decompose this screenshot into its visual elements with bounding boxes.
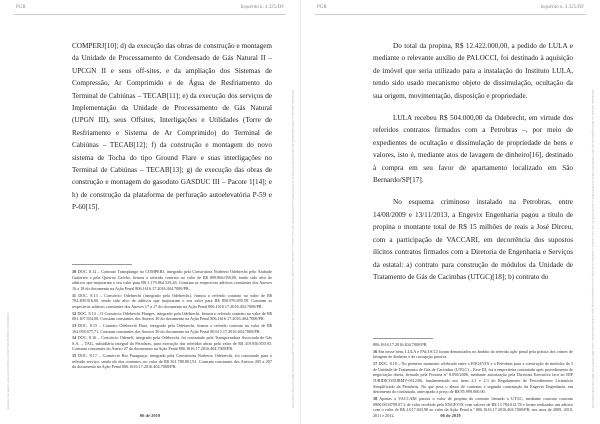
header-left: PGR [16, 5, 26, 10]
footnotes [373, 342, 573, 419]
footnote-label: 14 [72, 335, 77, 341]
footnote-label: 10 [72, 269, 77, 274]
footnote-text: 806.1616.17.2016.404.7000/PR. [373, 342, 428, 347]
footnote-text: DOC. 8.17 – Consórcio Rio Paraguaçu, integrado pela Construtora Norberto Odebrecht, foi contratado para o referido serviço, sendo ele dos contratos, no valor de R$ 361.789.801,91. Constam constantes dos Anexos 205 a 207 do documento na Ação Penal 806.1616.17.2016.404.7000/PR. [72, 353, 272, 370]
footnote [72, 311, 272, 322]
login-side-text [6, 200, 14, 410]
page-header [315, 4, 586, 15]
footnote-label: 11 [72, 292, 76, 298]
footnote [373, 361, 573, 395]
body-paragraph: No esquema criminoso instalado na Petrobras, entre 14/08/2009 e 13/11/2013, a Engevix Engenharia pagou a título de propina o montante total de R$ 15 milhões de reais a José Dirceu, com a participação de VACCARI, em decorrência dos supostos ilícitos contratos firmados com a Diretoria de Engenharia e Serviços da estatal: a) contrato para construção de módulos da Unidade de Tratamento de Gás de Cacimbas (UTGC)[18]; b) contrato do [373, 198, 573, 281]
footnote-label: 13 [72, 322, 77, 328]
footnote-text: DOC. 8.15 – Contrato Odebrecht Flare, integrado pela Odebrecht, firmou o referido contrato no valor de R$ 162.058.677,71. Constam constantes dos Anexos 30 do documento na Ação Penal 80.615.17.2016.404.7000/PR. [72, 322, 273, 334]
footnote [72, 323, 272, 334]
body-paragraph: Do total da propina, R$ 12.422.000,00, a pedido de LULA e mediante o relevante auxílio de PALOCCI, foi destinado à aquisição de imóvel que seria utilizado para a instalação do Instituto LULA, tendo sido usado mecanismo objeto de dissimulação, ocultação da sua origem, movimentação, disposição e propriedade. [373, 42, 573, 100]
footnote-label: 16 [373, 348, 378, 354]
signature-text: Documento assinado via Token digitalmente por PROCURADOR-GERAL DA REPÚBLICA, em 20/04/2019 11:42. Para verificar a assinatura acesse http://www.transparencia.mpf.mp.br/validacaodocumento. Chave 2B6C3D4E.F5A67B89.1C2D3E4F.5A6B7C8D [291, 90, 295, 408]
header-left: PGR [317, 5, 327, 10]
login-text: Assinado com login e senha por RODRIGO JANOT MONTEIRO DE BARROS [6, 312, 10, 410]
signature-text: Documento assinado via Token digitalmente por PROCURADOR-GERAL DA REPÚBLICA, em 20/04/2019 11:42. Para verificar a assinatura acesse http://www.transparencia.mpf.mp.br/validacaodocumento. Chave 2B6C3D4E.F5A67B89.1C2D3E4F.5A6B7C8D [591, 90, 595, 408]
footnote [72, 293, 272, 310]
signature-side-text [288, 90, 296, 420]
page-header [14, 4, 286, 15]
right-page [300, 0, 600, 424]
footnote [373, 342, 573, 348]
footnote-label: 12 [72, 310, 77, 316]
footnote-text: DOC. 8.14 – O Consórcio Odebrecht Flanges, integrado pela Odebrecht, firmou o referido contrato no valor de R$ 681.107.934,00. Constam constantes dos Anexos 30 do documento na Ação Penal 806.1616.17.2016.404.7000/PR. [72, 310, 272, 322]
footnote-text: Em nesse bem, LULA e PALOCCI foram denunciados no âmbito da referida ação penal pela prática dos crimes de lavagem de dinheiro e de corrupção passiva. [373, 348, 574, 360]
footnote-text: DOC. 8.13 – Consórcio Odebrecht (integrado pela Odebrecht), firmou o referido contrato no valor de R$ 702.208.916,00, tendo sido alvo de aditivos que majoraram o seu valor para R$ 850.976.695,58. Constam as respectivas aditivos constantes dos Anexos 17 a 17 do documento na Ação Penal 806.1616.17.2016.404.7000/PR. [72, 292, 272, 309]
body-paragraph: LULA recebeu R$ 504.000,00 da Odebrecht, em virtude dos referidos contratos firmados com a Petrobras –, por meio de expedientes de ocultação e dissimulação de propriedade de bens e valores, isto é, mediante atos de lavagem de dinheiro[16], destinado à compra em seu favor de apartamento localizado em São Bernardo/SP[17]. [373, 114, 573, 185]
body-paragraph: COMPERJ[10]; d) da execução das obras de construção e montagem da Unidade de Processamento de Condensado de Gás Natural II – UPCGN II e seus off-sites, e da ampliação dos Sistemas de Compressão, Ar Comprimido e de Água de Resfriamento do Terminal de Cabiúnas – TECAB[11]; e) da execução dos serviços de Implementação da Unidade de Processamento de Gás Natural (UPGN III), seus Offsites, Interligações e Utilidades (Torre de Resfriamento e Sistema de Ar Comprimido) do Terminal de Cabiúnas – TECAB[12]; f) da construção e montagem do novo sistema de Tocha do tipo Ground Flare e suas interligações no Terminal de Cabiúnas – TECAB[13]; g) de execução das obras de construção e montagem do gasoduto GASDUC III – Pacote 1[14]; e h) de construção da plataforma de perfuração autoelevatória P-59 e P-60[15]. [72, 42, 272, 212]
body-text [72, 40, 272, 214]
footnote-label: 17 [373, 361, 378, 367]
footnote [72, 335, 272, 352]
body-text [373, 40, 573, 283]
footnote-label: 18 [373, 395, 378, 401]
footnote-text: DOC. 8.18 – No primeiro momento celebrado entre a ENGEVIX e a Petrobras para a construção de módulos da 3 de Unidade de Tratamento de Gás de Cacimbas (UTGC) – Fase III, foi a empreiteira contratada após procedimento de negociação direta, firmado pela Portaria nº 8.050/2006, mediante autorização pela Diretoria Executiva face ao DIP JURIDICO/DJRMV-0312/06, fundamentado nos itens 2.1 e 2.3 do Regulamento de Procedimento Licitatório Simplificado da Petrobras. No que pesa o abuso de contratar a segunda contratação da Engevix Engenharia, em detrimento do contratado, antecipado a preço de R$ 85.999.000,00. [373, 361, 573, 395]
footnote-divider [373, 338, 433, 339]
footnote-text: DOC. 8.12 – Contrato Transplango no COMPERJ, integrado pela Construtora Norberto Odebrecht pelo Andrade Gutierrez e pela Queiroz Galvão, firmou o referido contrato no valor de R$ 809.866.058,00, tendo sido alvo de aditivos que majoraram o seu valor para R$ 1.179.864.329,26. Constam as respectivas aditivos constantes dos Anexos 16 a 18 do documento na Ação Penal 806.1616.17.2016.404.7000/PR. [72, 269, 272, 291]
footnote [72, 353, 272, 370]
footnote [373, 349, 573, 360]
footnote [72, 269, 272, 291]
footnote-text: Apenas o VACCARI passou o valor de propina do contrato firmado a UTGC, mediante contrato contrato 0800.0034709.07.2 de valor recebido pelo ENGEVIX com valores de R$ 13.784.012,78 e foram realizados um aditivo com o valor de R$ 2.017.843,98 ao valor da Ação Penal n.º 806.1616.17.2016.404.7000/PR, nos anos de 2009, 2010, 2011 e 2012. [373, 395, 573, 418]
footnotes [72, 269, 272, 371]
page-footer: 06 de 2019 [139, 413, 161, 418]
header-right: Inquérito n. 4.325/DF [540, 5, 584, 10]
page-footer: 06 de 2019 [440, 413, 461, 418]
header-right: Inquérito n. 4.325/DF [240, 5, 284, 10]
footnote-text: DOC. 8.16 – Consórcio Odenelf, integrado pela Odebrecht, foi contratado pela Transportadora Associada de Gás S.A. – TAG, subsidiária integral da Petrobras, para execução das referidas obras pelo valor de R$ 419.950.850,93. Constam constantes do Anexo 27 do documento na Ação Penal 806.1616.17.2016.404.7000/PR. [72, 335, 273, 352]
footnote-label: 15 [72, 353, 77, 359]
footnote-divider [72, 264, 132, 265]
signature-side-text [588, 90, 596, 420]
